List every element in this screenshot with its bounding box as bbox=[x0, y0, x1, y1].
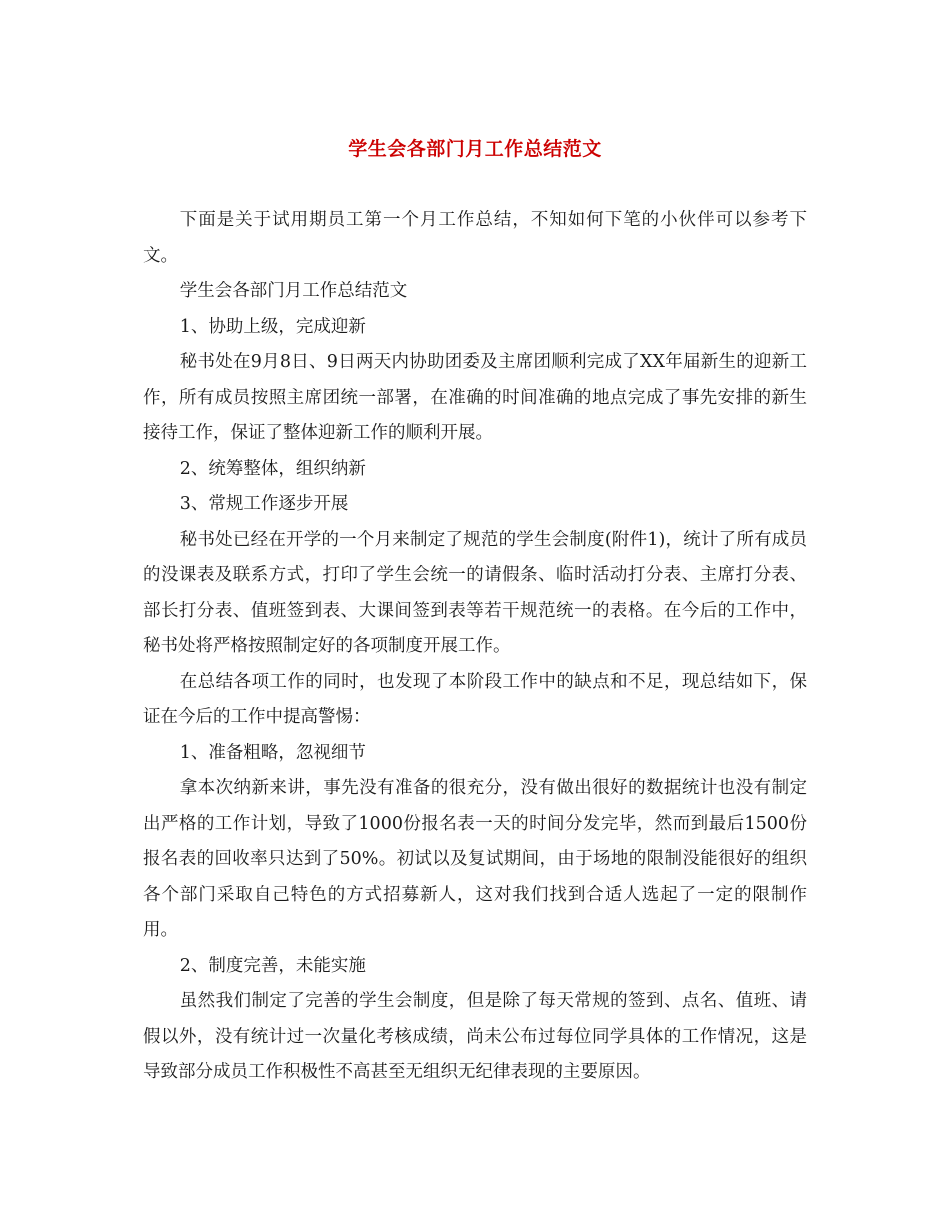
paragraph-shortcomings-intro: 在总结各项工作的同时，也发现了本阶段工作中的缺点和不足，现总结如下，保证在今后的工作中提高警惕： bbox=[143, 671, 807, 727]
section-heading-2: 2、统筹整体，组织纳新 bbox=[179, 458, 366, 479]
paragraph-system-implementation: 虽然我们制定了完善的学生会制度，但是除了每天常规的签到、点名、值班、请假以外，没有统计过一次量化考核成绩，尚未公布过每位同学具体的工作情况，这是导致部分成员工作积极性不高甚至无组织无纪律表现的主要原因。 bbox=[143, 991, 807, 1082]
paragraph-subtitle: 学生会各部门月工作总结范文 bbox=[179, 281, 408, 301]
document-title: 学生会各部门月工作总结范文 bbox=[348, 138, 602, 160]
shortcoming-heading-2: 2、制度完善，未能实施 bbox=[179, 955, 366, 976]
shortcoming-heading-1: 1、准备粗略，忽视细节 bbox=[179, 742, 366, 763]
paragraph-recruitment: 拿本次纳新来讲，事先没有准备的很充分，没有做出很好的数据统计也没有制定出严格的工作计划，导致了1000份报名表一天的时间分发完毕，然而到最后1500份报名表的回收率只达到了50%。初试以及复试期间，由于场地的限制没能很好的组织各个部门采取自己特色的方式招募新人，这对我们找到合适人选起了一定的限制作用。 bbox=[143, 778, 807, 940]
section-heading-1: 1、协助上级，完成迎新 bbox=[179, 316, 366, 337]
section-heading-3: 3、常规工作逐步开展 bbox=[179, 494, 349, 514]
document-body bbox=[143, 203, 807, 1091]
paragraph-welcome-work: 秘书处在9月8日、9日两天内协助团委及主席团顺利完成了XX年届新生的迎新工作，所有成员按照主席团统一部署，在准确的时间准确的地点完成了事先安排的新生接待工作，保证了整体迎新工作的顺利开展。 bbox=[143, 352, 807, 443]
paragraph-intro: 下面是关于试用期员工第一个月工作总结，不知如何下笔的小伙伴可以参考下文。 bbox=[143, 210, 807, 266]
paragraph-routine-work: 秘书处已经在开学的一个月来制定了规范的学生会制度(附件1)，统计了所有成员的没课表及联系方式，打印了学生会统一的请假条、临时活动打分表、主席打分表、部长打分表、值班签到表、大课间签到表等若干规范统一的表格。在今后的工作中，秘书处将严格按照制定好的各项制度开展工作。 bbox=[143, 529, 807, 656]
